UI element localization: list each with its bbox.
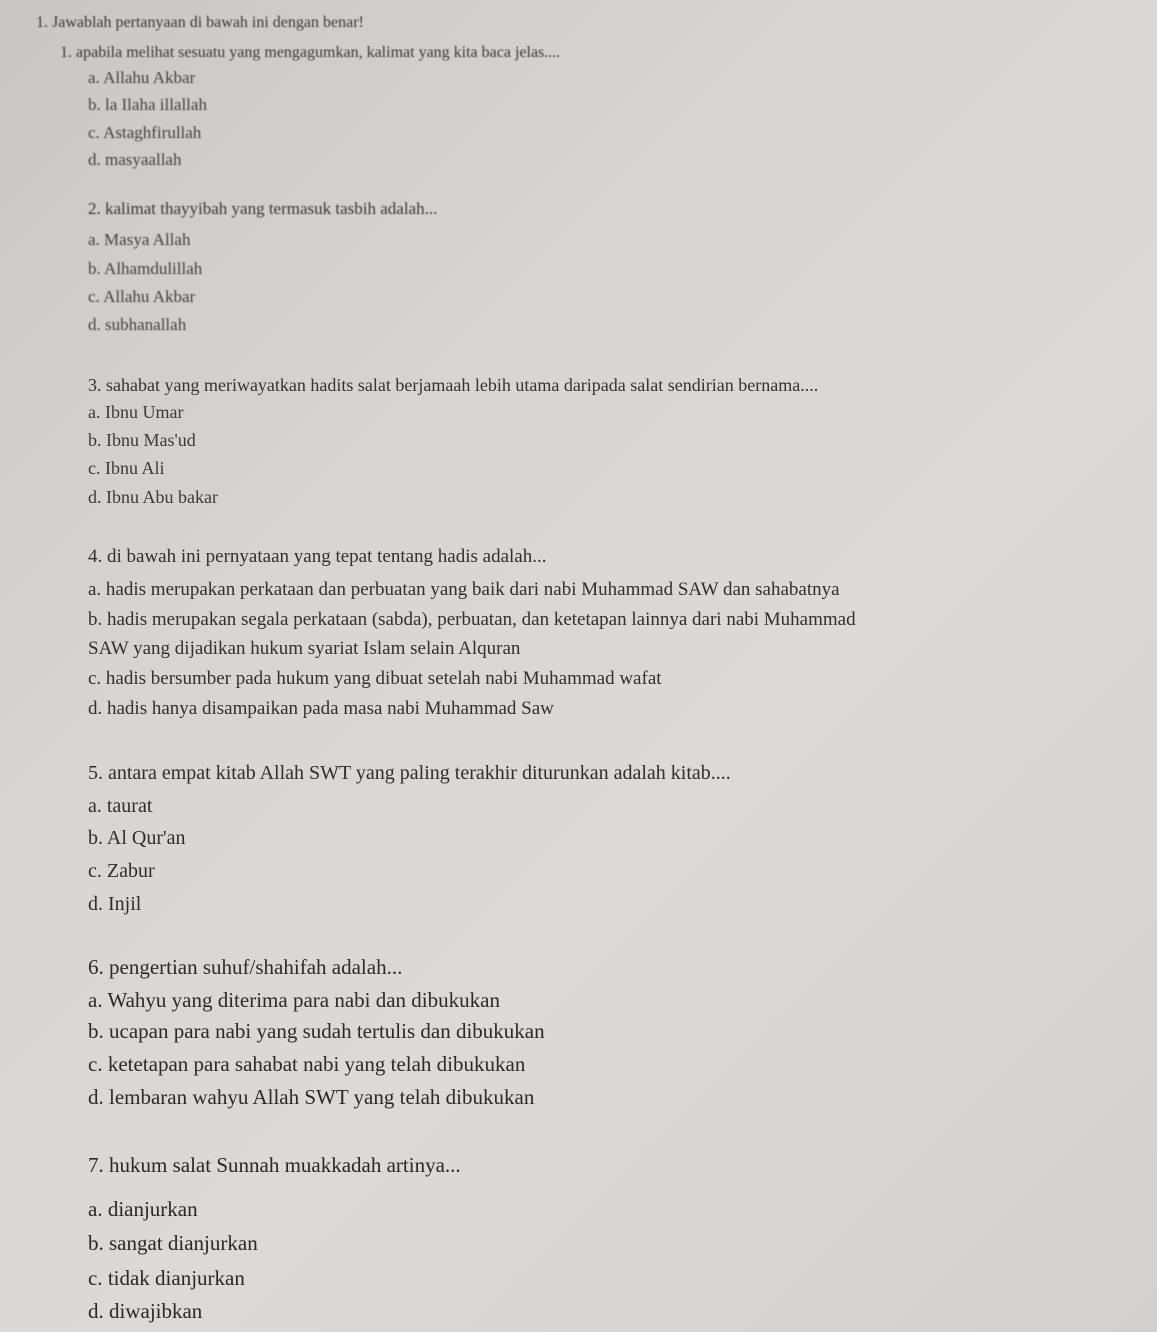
question-3-option-c: c. Ibnu Ali (88, 458, 165, 478)
question-7-text: 7. hukum salat Sunnah muakkadah artinya... (88, 1153, 461, 1177)
question-2-option-a: a. Masya Allah (88, 230, 191, 249)
question-4-option-d: d. hadis hanya disampaikan pada masa nabi Muhammad Saw (88, 698, 554, 719)
question-2-option-d: d. subhanallah (88, 315, 187, 334)
question-5-option-b: b. Al Qur'an (88, 827, 186, 849)
question-5-option-d: d. Injil (88, 893, 142, 915)
question-7-option-d: d. diwajibkan (88, 1299, 203, 1323)
question-5-option-a: a. taurat (88, 795, 153, 817)
question-6-option-c: c. ketetapan para sahabat nabi yang telah dibukukan (88, 1052, 526, 1076)
question-4-option-a: a. hadis merupakan perkataan dan perbuatan yang baik dari nabi Muhammad SAW dan sahabatnya (88, 579, 840, 600)
question-2-option-c: c. Allahu Akbar (88, 287, 196, 306)
question-4-text: 4. di bawah ini pernyataan yang tepat tentang hadis adalah... (88, 546, 547, 567)
question-6-option-d: d. lembaran wahyu Allah SWT yang telah dibukukan (88, 1085, 535, 1109)
question-6-option-b: b. ucapan para nabi yang sudah tertulis dan dibukukan (88, 1019, 545, 1043)
question-3-option-b: b. Ibnu Mas'ud (88, 430, 196, 450)
question-5-option-c: c. Zabur (88, 860, 155, 882)
question-3-text: 3. sahabat yang meriwayatkan hadits salat berjamaah lebih utama daripada salat sendirian bernama.... (88, 375, 819, 395)
question-4-option-c: c. hadis bersumber pada hukum yang dibuat setelah nabi Muhammad wafat (88, 668, 662, 689)
question-1-option-b: b. la Ilaha illallah (88, 95, 207, 114)
question-7-option-c: c. tidak dianjurkan (88, 1266, 245, 1290)
question-2-option-b: b. Alhamdulillah (88, 259, 203, 278)
instruction-text: 1. Jawablah pertanyaan di bawah ini dengan benar! (36, 14, 364, 31)
question-2-text: 2. kalimat thayyibah yang termasuk tasbih adalah... (88, 199, 438, 218)
question-4-option-b-continued: SAW yang dijadikan hukum syariat Islam selain Alquran (88, 638, 521, 659)
question-1-option-c: c. Astaghfirullah (88, 123, 202, 142)
question-7-option-b: b. sangat dianjurkan (88, 1231, 258, 1255)
question-7-option-a: a. dianjurkan (88, 1197, 198, 1221)
question-1-option-d: d. masyaallah (88, 150, 182, 169)
question-4-option-b: b. hadis merupakan segala perkataan (sabda), perbuatan, dan ketetapan lainnya dari nabi Muhammad (88, 609, 856, 630)
question-1-text: 1. apabila melihat sesuatu yang mengagumkan, kalimat yang kita baca jelas.... (60, 44, 561, 61)
question-3-option-a: a. Ibnu Umar (88, 402, 184, 422)
question-6-option-a: a. Wahyu yang diterima para nabi dan dibukukan (88, 988, 500, 1012)
question-6-text: 6. pengertian suhuf/shahifah adalah... (88, 955, 403, 979)
question-3-option-d: d. Ibnu Abu bakar (88, 487, 218, 507)
question-1-option-a: a. Allahu Akbar (88, 68, 196, 87)
question-5-text: 5. antara empat kitab Allah SWT yang paling terakhir diturunkan adalah kitab.... (88, 762, 731, 784)
